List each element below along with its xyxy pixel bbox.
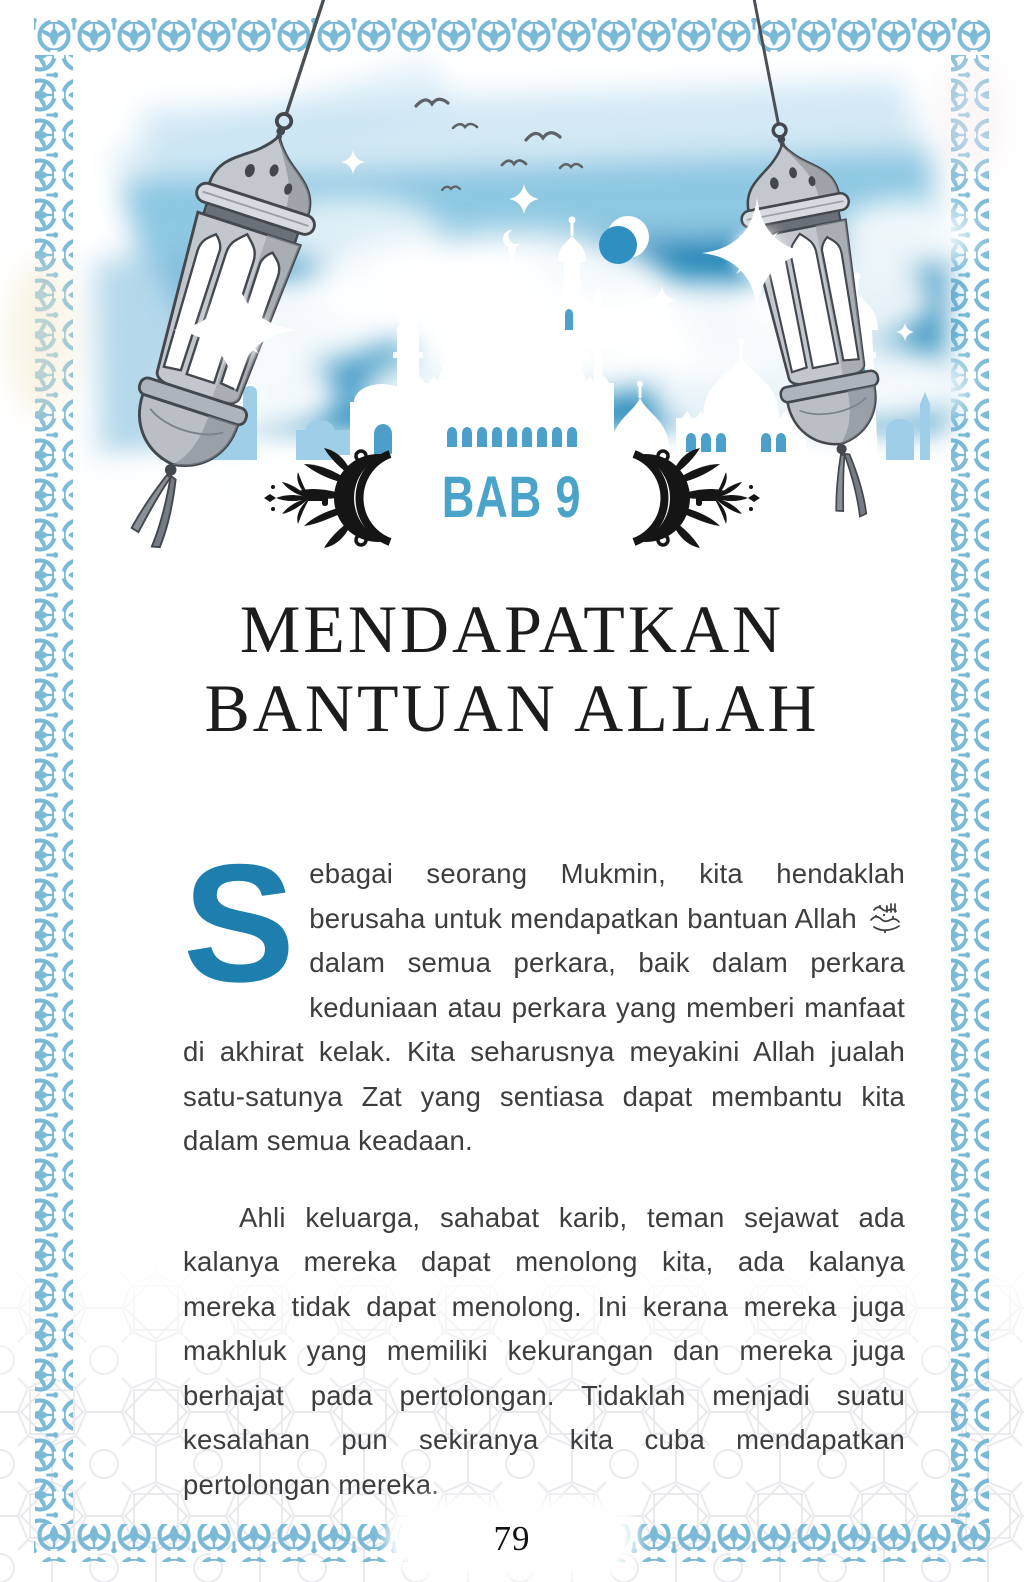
chapter-label: BAB 9 [442, 465, 582, 530]
paragraph-1 [183, 829, 905, 1164]
paragraph-1-text-after: dalam semua perkara, baik dalam perkara keduniaan atau perkara yang memberi manfaat di akhirat kelak. Kita seharusnya meyakini Allah jualah satu-satunya Zat yang sentiasa dapat membantu kita dalam semua keadaan. [183, 947, 905, 1156]
damask-ornament-left [258, 446, 408, 550]
damask-ornament-right [616, 446, 766, 550]
chapter-title [0, 590, 1024, 748]
chapter-heading [0, 446, 1024, 550]
chapter-title-line1: MENDAPATKAN [239, 591, 785, 667]
paragraph-1-text-before: ebagai seorang Mukmin, kita hendaklah berusaha untuk mendapatkan bantuan Allah [309, 858, 905, 934]
chapter-title-line2: BANTUAN ALLAH [204, 670, 820, 746]
drop-cap: S [183, 829, 296, 1017]
paragraph-2: Ahli keluarga, sahabat karib, teman sejawat ada kalanya mereka dapat menolong kita, ada kalanya mereka tidak dapat menolong. Ini kerana mereka juga makhluk yang memiliki kekurangan dan mereka juga berhajat pada pertolongan. Tidaklah menjadi suatu kesalahan pun sekiranya kita cuba mendapatkan pertolongan mereka. [183, 1201, 905, 1500]
body-text [183, 829, 905, 1507]
allah-honorific-icon [867, 901, 903, 935]
page-number: 79 [493, 1519, 531, 1558]
page-number-pill [399, 1510, 625, 1568]
